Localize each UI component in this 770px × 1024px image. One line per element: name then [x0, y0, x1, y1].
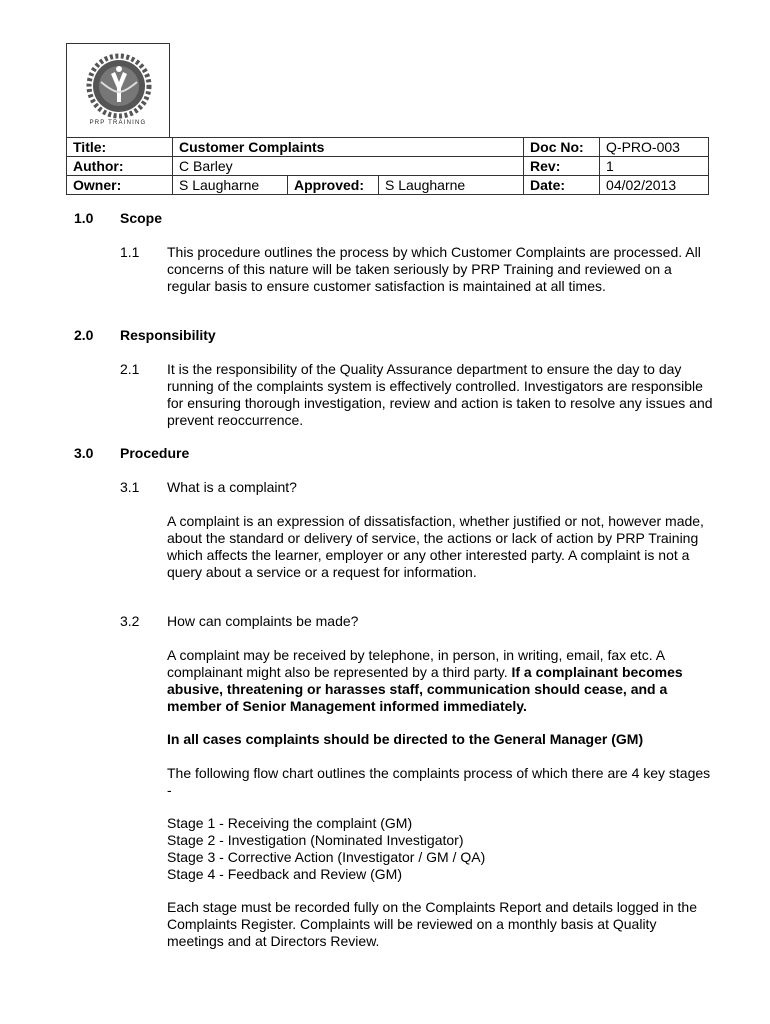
subsection-number-1-1: 1.1: [120, 244, 140, 260]
list-item: Stage 1 - Receiving the complaint (GM): [167, 815, 413, 831]
section-heading-responsibility: [74, 327, 216, 343]
section-heading-scope: [74, 210, 162, 226]
section-heading-procedure: [74, 445, 189, 461]
docno-value: Q-PRO-003: [600, 138, 709, 157]
complaint-definition-paragraph: A complaint is an expression of dissatisfaction, whether justified or not, however made, about the standard or delivery of service, the actions or lack of action by PRP Training which affects the learner, employer or any other interested party. A complaint is not a query about a service or a request for information.: [167, 513, 704, 580]
author-label: Author:: [67, 157, 173, 176]
header-row-title: [67, 138, 709, 157]
document-header-table: [66, 137, 709, 195]
date-label: Date:: [524, 176, 600, 195]
flow-intro-paragraph: The following flow chart outlines the complaints process of which there are 4 key stages -: [167, 765, 711, 798]
header-row-owner: [67, 176, 709, 195]
approved-label: Approved:: [288, 176, 379, 195]
subsection-number-3-2: 3.2: [120, 613, 140, 629]
section-number: 2.0: [74, 327, 94, 343]
rev-value: 1: [600, 157, 709, 176]
responsibility-paragraph: It is the responsibility of the Quality Assurance department to ensure the day to day running of the complaints system is effectively controlled. Investigators are responsible for ensuring thorough investigation, review and action is taken to resolve any issues and prevent reoccurrence.: [167, 361, 713, 428]
owner-value: S Laugharne: [173, 176, 288, 195]
section-title: Scope: [120, 210, 163, 226]
abuse-policy-text: If a complainant becomes abusive, threatening or harasses staff, communication should cease, and a member of Senior Management informed immediately.: [167, 664, 683, 714]
title-value: Customer Complaints: [173, 138, 524, 157]
stages-list: [167, 815, 715, 883]
sunburst-logo-icon: [79, 52, 159, 120]
owner-label: Owner:: [67, 176, 173, 195]
directive-statement: In all cases complaints should be directed to the General Manager (GM): [167, 731, 644, 747]
section-number: 3.0: [74, 445, 94, 461]
complaint-question: What is a complaint?: [167, 479, 297, 495]
subsection-number-3-1: 3.1: [120, 479, 140, 495]
scope-paragraph: This procedure outlines the process by which Customer Complaints are processed. All concerns of this nature will be taken seriously by PRP Training and reviewed on a regular basis to ensure customer satisfaction is maintained at all times.: [167, 244, 701, 294]
author-value: C Barley: [173, 157, 524, 176]
logo-text: PRP TRAINING: [89, 120, 147, 126]
subsection-number-2-1: 2.1: [120, 361, 140, 377]
company-logo: [66, 43, 170, 138]
section-title: Procedure: [120, 445, 190, 461]
approved-value: S Laugharne: [379, 176, 524, 195]
how-complaints-question: How can complaints be made?: [167, 613, 359, 629]
list-item: Stage 4 - Feedback and Review (GM): [167, 866, 402, 882]
date-value: 04/02/2013: [600, 176, 709, 195]
rev-label: Rev:: [524, 157, 600, 176]
list-item: Stage 3 - Corrective Action (Investigator / GM / QA): [167, 849, 486, 865]
title-label: Title:: [67, 138, 173, 157]
complaint-channels-paragraph: [167, 647, 715, 715]
list-item: Stage 2 - Investigation (Nominated Investigator): [167, 832, 464, 848]
docno-label: Doc No:: [524, 138, 600, 157]
header-row-author: [67, 157, 709, 176]
section-title: Responsibility: [120, 327, 216, 343]
section-number: 1.0: [74, 210, 94, 226]
channels-plain-text: A complaint may be received by telephone, in person, in writing, email, fax etc. A complainant might also be represented by a third party.: [167, 647, 665, 680]
closing-paragraph: Each stage must be recorded fully on the Complaints Report and details logged in the Complaints Register. Complaints will be reviewed on a monthly basis at Quality meetings and at Directors Review.: [167, 899, 697, 949]
